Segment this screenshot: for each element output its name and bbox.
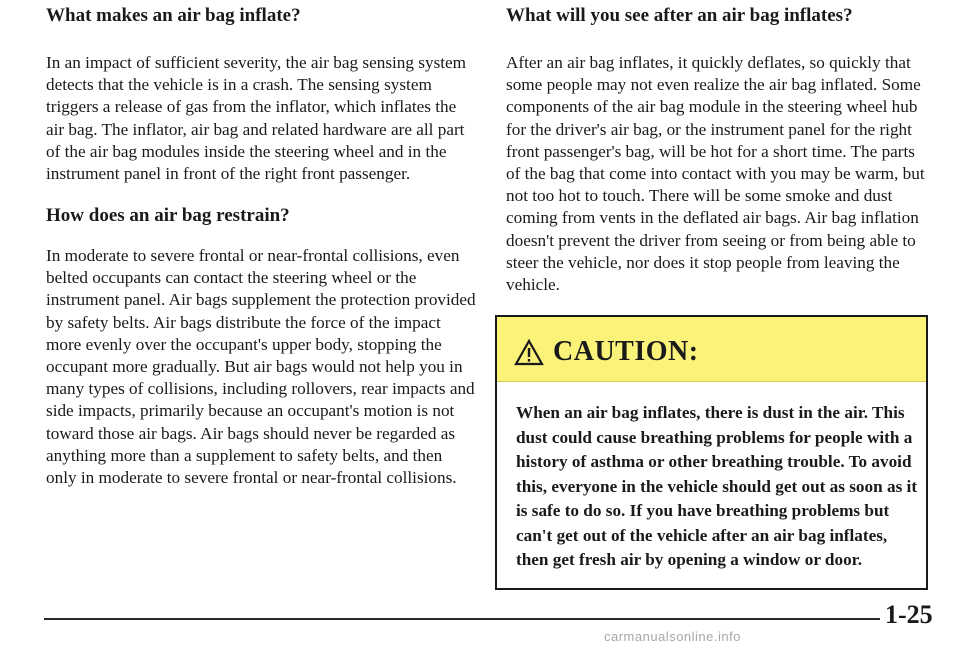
caution-text: When an air bag inflates, there is dust in the air. This dust could cause breathing problems for people with a history of asthma or other breathing trouble. To avoid this, everyone in the vehicle should get out as soon as it is safe to do so. If you have breathing problems but can't get out of the vehicle after an air bag inflates, then get fresh air by opening a window or door. (516, 403, 918, 569)
warning-triangle-icon (514, 339, 544, 366)
caution-header (497, 317, 926, 382)
section-heading-restrain: How does an air bag restrain? (46, 205, 290, 226)
section-heading-after-inflation: What will you see after an air bag inflates? (506, 5, 853, 26)
caution-title: CAUTION: (553, 336, 699, 367)
watermark: carmanualsonline.info (604, 629, 741, 644)
section-body-after-inflation: After an air bag inflates, it quickly deflates, so quickly that some people may not even realize the air bag inflated. Some components of the air bag module in the steering wheel hub for the driver's air bag, or the instrument panel for the right front passenger's bag, will be hot for a short time. The parts of the bag that come into contact with you may be warm, but not too hot to touch. There will be some smoke and dust coming from vents in the deflated air bags. Air bag inflation doesn't prevent the driver from seeing or from being able to steer the vehicle, nor does it stop people from leaving the vehicle. (506, 53, 925, 295)
section-body-inflate: In an impact of sufficient severity, the air bag sensing system detects that the vehicle is in a crash. The sensing system triggers a release of gas from the inflator, which inflates the air bag. The inflator, air bag and related hardware are all part of the air bag modules inside the steering wheel and in the instrument panel in front of the right front passenger. (46, 53, 467, 184)
section-body-restrain: In moderate to severe frontal or near-frontal collisions, even belted occupants can contact the steering wheel or the instrument panel. Air bags supplement the protection provided by safety belts. Air bags distribute the force of the impact more evenly over the occupant's upper body, stopping the occupant more gradually. But air bags would not help you in many types of collisions, including rollovers, rear impacts and side impacts, primarily because an occupant's motion is not toward those air bags. Air bags should never be regarded as anything more than a supplement to safety belts, and then only in moderate to severe frontal or near-frontal collisions. (46, 246, 476, 488)
footer-rule (44, 618, 880, 620)
section-heading-inflate: What makes an air bag inflate? (46, 5, 301, 26)
caution-box (495, 315, 928, 590)
page-number: 1-25 (885, 600, 933, 629)
